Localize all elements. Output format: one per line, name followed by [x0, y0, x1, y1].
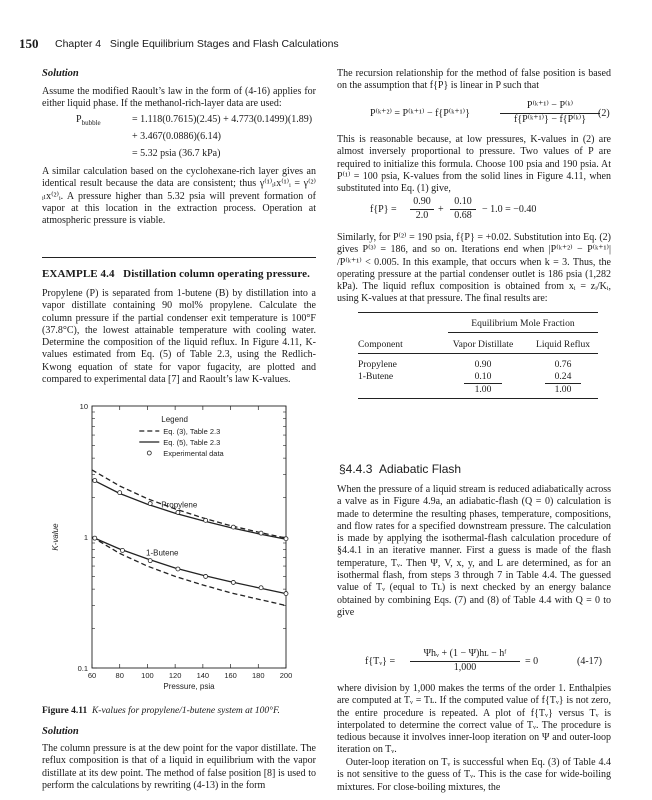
experimental-data-point [176, 510, 180, 514]
y-tick-label: 0.1 [77, 664, 88, 673]
table-col-component: Component [358, 339, 403, 350]
x-tick-label: 80 [115, 671, 124, 680]
table-row-2-component: 1-Butene [358, 371, 394, 382]
experimental-data-point [93, 478, 97, 482]
recursion-paragraph: The recursion relationship for the method of false position is based on the assumption that f{P} is linear in P such that [337, 68, 611, 92]
experimental-data-point [231, 580, 235, 584]
solution-paragraph-2: A similar calculation based on the cyclohexane-rich layer gives an identical result because the data are consistent; thus γ⁽¹⁾ᵢₗx⁽¹⁾ᵢ = γ⁽²⁾ᵢₗx⁽²⁾ᵢ. A pressure higher than 5.32 psia will prevent formation of vapor at this location in the extraction process. Operation at atmospheric pressure is viable. [42, 166, 316, 227]
x-tick-label: 60 [87, 671, 97, 680]
experimental-data-point [204, 574, 208, 578]
pbubble-equation-line2: + 3.467(0.0886)(6.14) [132, 131, 221, 142]
page-number: 150 [19, 36, 39, 51]
enthalpy-paragraph: where division by 1,000 makes the terms of the order 1. Enthalpies are computed at Tᵥ = Tʟ. If the computed value of f{Tᵥ} is not zero, the entire procedure is repeated. A plot of f{Tᵥ} versus Tᵥ is interpolated to determine the correct value of Tᵥ. The procedure is tedious because it involves inner-loop iteration on Ψ and outer-loop iteration on Tᵥ. [337, 683, 611, 756]
iteration-paragraph: Similarly, for P⁽²⁾ = 190 psia, f{P} = +0.02. Substitution into Eq. (2) gives P⁽³⁾ = 186, and so on. Iterations end when |P⁽ᵏ⁺²⁾ − P⁽ᵏ⁺¹⁾| /P⁽ᵏ⁺¹⁾ < 0.005. In this example, that occurs when k = 3. Thus, the operating pressure at the partial condenser outlet is 186 psia (1,282 kPa). The liquid reflux composition is obtained from xᵢ = zᵢ/Kᵢ, using K-values at that pressure. The final results are: [337, 232, 611, 305]
example-heading: EXAMPLE 4.4 Distillation column operating pressure. [42, 268, 310, 280]
x-tick-label: 200 [279, 671, 293, 680]
table-row-2-vapor: 0.10 [474, 371, 492, 382]
results-table [358, 312, 598, 412]
solution-paragraph-3: The column pressure is at the dew point for the vapor distillate. The reflux composition is that of a liquid in equilibrium with the vapor distillate at its dew point. The method of false position [8] is used to perform the calculations by rewriting (4-13) in the form [42, 743, 316, 791]
y-tick-label: 10 [79, 402, 88, 411]
table-col-liquid: Liquid Reflux [535, 339, 591, 350]
table-total-liquid: 1.00 [554, 384, 572, 395]
chapter-title: Chapter 4 Single Equilibrium Stages and Flash Calculations [55, 38, 339, 50]
table-col-vapor: Vapor Distillate [452, 339, 514, 350]
section-heading: §4.4.3 Adiabatic Flash [339, 462, 462, 476]
experimental-data-point [93, 536, 97, 540]
k-value-chart [40, 398, 320, 693]
legend-swatch-exp [147, 451, 151, 455]
experimental-data-point [148, 502, 152, 506]
experimental-data-point [284, 592, 288, 596]
table-row-1-liquid: 0.76 [554, 359, 572, 370]
butene-curve-label: 1-Butene [146, 548, 179, 558]
solution-heading-2: Solution [42, 726, 79, 737]
table-group-header: Equilibrium Mole Fraction [471, 318, 575, 329]
solution-heading-1: Solution [42, 68, 79, 79]
x-tick-label: 160 [224, 671, 237, 680]
legend-eq5: Eq. (5), Table 2.3 [163, 438, 221, 447]
experimental-data-point [284, 537, 288, 541]
solution-paragraph-1: Assume the modified Raoult’s law in the form of (4-16) applies for either liquid phase. If the methanol-rich-layer data are used: [42, 86, 316, 110]
pbubble-equation-line3: = 5.32 psia (36.7 kPa) [132, 148, 221, 159]
experimental-data-point [148, 559, 152, 563]
experimental-data-point [118, 491, 122, 495]
x-tick-label: 180 [252, 671, 265, 680]
legend-exp: Experimental data [163, 449, 224, 458]
example-text: Propylene (P) is separated from 1-butene (B) by distillation into a vapor distillate containing 90 mol% propylene. Calculate the column pressure if the partial condenser exit temperature is 100°F (37.8°C), the lowest attainable temperature with cooling water. Determine the composition of the liquid reflux. In Figure 4.11, K-values estimated from Eq. (5) of Table 2.3, using the Redlich-Kwong equation of state for vapor fugacity, are plotted and compared to experimental data [7] and Raoult’s law K-values. [42, 288, 316, 386]
y-axis-label: K-value [51, 523, 60, 551]
equation-4-17: f{Tᵥ} = Ψhᵥ + (1 − Ψ)hʟ − hᶠ 1,000 = 0 (4-17) [365, 648, 602, 673]
adiabatic-flash-paragraph: When the pressure of a liquid stream is reduced adiabatically across a valve as in Figure 4.9a, an adiabatic-flash (Q = 0) calculation is made to determine the resulting phases, temperature, compositions, and flow rates for a specified downstream pressure. The calculation is made by applying the isothermal-flash calculation procedure of §4.4.1 in an iterative manner. First a guess is made of the flash temperature, Tᵥ. Then Ψ, V, x, y, and L are determined, as for an isothermal flash, from steps 3 through 7 in Table 4.4. The guessed value of Tᵥ (equal to Tʟ) is next checked by an energy balance obtained by combining Eqs. (7) and (8) of Table 4.4 with Q = 0 to give [337, 484, 611, 618]
table-row-2-liquid: 0.24 [554, 371, 572, 382]
legend-title: Legend [161, 415, 188, 424]
experimental-data-point [259, 586, 263, 590]
equation-2: P⁽ᵏ⁺²⁾ = P⁽ᵏ⁺¹⁾ − f{P⁽ᵏ⁺¹⁾} P⁽ᵏ⁺¹⁾ − P⁽ᵏ⁾ f{P⁽ᵏ⁺¹⁾} − f{P⁽ᵏ⁾} (2) [370, 100, 610, 125]
pbubble-equation-line1: $P_{bubble}$ = 1.118(0.7615)(2.45) + 4.773(0.1499)(1.89) [76, 114, 313, 127]
table-total-vapor: 1.00 [474, 384, 492, 395]
experimental-data-point [120, 548, 124, 552]
propylene-curve-label: Propylene [161, 500, 198, 510]
table-row-1-vapor: 0.90 [474, 359, 492, 370]
experimental-data-point [259, 531, 263, 535]
outer-loop-paragraph: Outer-loop iteration on Tᵥ is successful when Eq. (3) of Table 4.4 is not sensitive to the guess of Tᵥ. This is the case for wide-boiling mixtures. For close-boiling mixtures, the [337, 757, 611, 793]
y-tick-label: 1 [83, 533, 88, 542]
experimental-data-point [231, 525, 235, 529]
figure-caption: Figure 4.11 K-values for propylene/1-butene system at 100°F. [42, 706, 280, 716]
x-tick-label: 140 [196, 671, 210, 680]
experimental-data-point [204, 518, 208, 522]
page-header [0, 36, 652, 56]
legend-eq3: Eq. (3), Table 2.3 [163, 427, 221, 436]
x-axis-label: Pressure, psia [163, 682, 215, 691]
fP-equation: f{P} = 0.90 2.0 + 0.10 0.68 − 1.0 = −0.40 [370, 196, 537, 221]
x-tick-label: 100 [141, 671, 154, 680]
table-row-1-component: Propylene [358, 359, 397, 370]
divider [42, 257, 316, 258]
x-tick-label: 120 [168, 671, 182, 680]
k-value-chart-svg [40, 398, 320, 693]
initialization-paragraph: This is reasonable because, at low pressures, K-values in (2) are almost inversely proportional to pressure. Two values of P are required to initialize this formula. Choose 100 psia and 190 psia. At P⁽¹⁾ = 100 psia, K-values from the solid lines in Figure 4.11, when substituted into Eq. (1) give, [337, 134, 611, 195]
experimental-data-point [176, 567, 180, 571]
